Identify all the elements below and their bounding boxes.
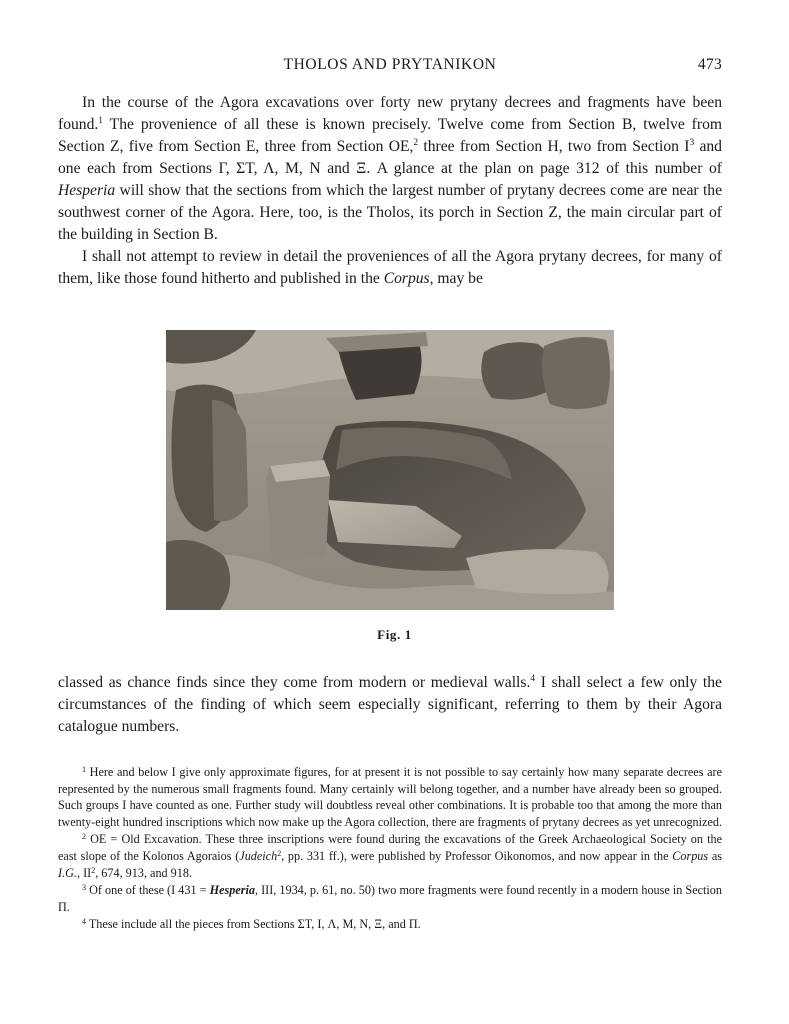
foreground-soil-right	[466, 549, 608, 594]
footnote-2-sup-1: 2	[277, 848, 282, 858]
footnotes	[58, 764, 722, 934]
p1-italic-hesperia: Hesperia	[58, 182, 116, 199]
paragraph-2	[58, 246, 722, 290]
footnote-ref-4: 4	[530, 674, 536, 684]
footnote-3-italic-hesperia: Hesperia	[209, 883, 255, 898]
page-number: 473	[697, 56, 722, 73]
p2-text-2: , may be	[429, 270, 483, 287]
running-head	[58, 56, 722, 78]
footnote-ref-2: 2	[413, 138, 419, 148]
p2-italic-corpus: Corpus	[383, 270, 430, 287]
p3-text-2: I shall select a few only the circumstances of the finding of which seem especially significant, referring to them by their Agora catalogue numbers.	[58, 674, 722, 735]
p1-text-5: will show that the sections from which the largest number of prytany decrees come are near the southwest corner of the Agora. Here, too, is the Tholos, its porch in Section Z, the main circular part of the building in Section B.	[58, 182, 722, 243]
p1-text-2: The provenience of all these is known precisely. Twelve come from Section B, twelve from Section Z, five from Section E, three from Section OE,	[58, 116, 722, 155]
p2-text-1: I shall not attempt to review in detail the proveniences of all the Agora prytany decrees, for many of them, like those found hitherto and published in the	[58, 248, 722, 287]
paragraph-1	[58, 92, 722, 246]
figure-caption: Fig. 1	[377, 627, 412, 642]
footnote-2-text-5: , 674, 913, and 918.	[95, 865, 193, 880]
footnote-ref-3: 3	[689, 138, 695, 148]
body-text-lower	[58, 672, 722, 738]
footnote-2-italic-ig: I.G.	[58, 865, 77, 880]
p1-text-1: In the course of the Agora excavations over forty new prytany decrees and fragments have been found.	[58, 94, 722, 133]
footnote-1-text: Here and below I give only approximate figures, for at present it is not possible to say certainly how many separate decrees are represented by the numerous small fragments found. Many certainly will belong together, and a number have already been so grouped. Such groups I have counted as one. Further study will doubtless reveal other combinations. It is probable too that among the more than twenty-eight hundred inscriptions which now make up the Agora collection, there are fragments of prytany decrees as yet unrecognized.	[58, 765, 722, 829]
footnote-1-number: 1	[82, 765, 86, 774]
footnote-3-text-1: Of one of these (I 431 =	[86, 883, 210, 898]
p1-text-3: three from Section H, two from Section I	[418, 138, 690, 155]
footnote-2-italic-corpus: Corpus	[672, 848, 709, 863]
footnote-2	[58, 831, 722, 881]
footnote-ref-1: 1	[98, 116, 104, 126]
footnote-2-sup-2: 2	[91, 865, 96, 875]
footnote-4-text: These include all the pieces from Sections ΣΤ, I, Λ, Μ, Ν, Ξ, and Π.	[86, 917, 421, 932]
body-text-upper	[58, 92, 722, 290]
excavation-photo-illustration	[166, 330, 614, 610]
footnote-2-text-2: , pp. 331 ff.), were published by Professor Oikonomos, and now appear in the	[281, 848, 673, 863]
p1-text-4: and one each from Sections Γ, ΣΤ, Λ, Μ, Ν and Ξ. A glance at the plan on page 312 of this number of	[58, 138, 722, 177]
footnote-2-italic-judeich: Judeich	[239, 848, 278, 863]
boulder-right-2	[542, 337, 610, 409]
footnote-2-number: 2	[82, 832, 86, 842]
footnote-4	[58, 916, 722, 933]
footnote-3-number: 3	[82, 883, 86, 893]
footnote-2-text-4: , II	[76, 865, 92, 880]
footnote-4-number: 4	[82, 917, 86, 927]
p3-text-1: classed as chance finds since they come from modern or medieval walls.	[58, 674, 531, 691]
figure-photograph	[166, 330, 614, 610]
footnote-3-text-2: , III, 1934, p. 61, no. 50) two more fragments were found recently in a modern house in Section Π.	[58, 883, 722, 914]
footnote-2-text-1: OE = Old Excavation. These three inscriptions were found during the excavations of the Greek Archaeological Society on the east slope of the Kolonos Agoraios (	[58, 832, 722, 863]
paragraph-3	[58, 672, 722, 738]
footnote-1	[58, 764, 722, 830]
running-title: THOLOS AND PRYTANIKON	[283, 56, 497, 73]
footnote-3	[58, 882, 722, 915]
footnote-2-text-3: as	[708, 848, 722, 863]
